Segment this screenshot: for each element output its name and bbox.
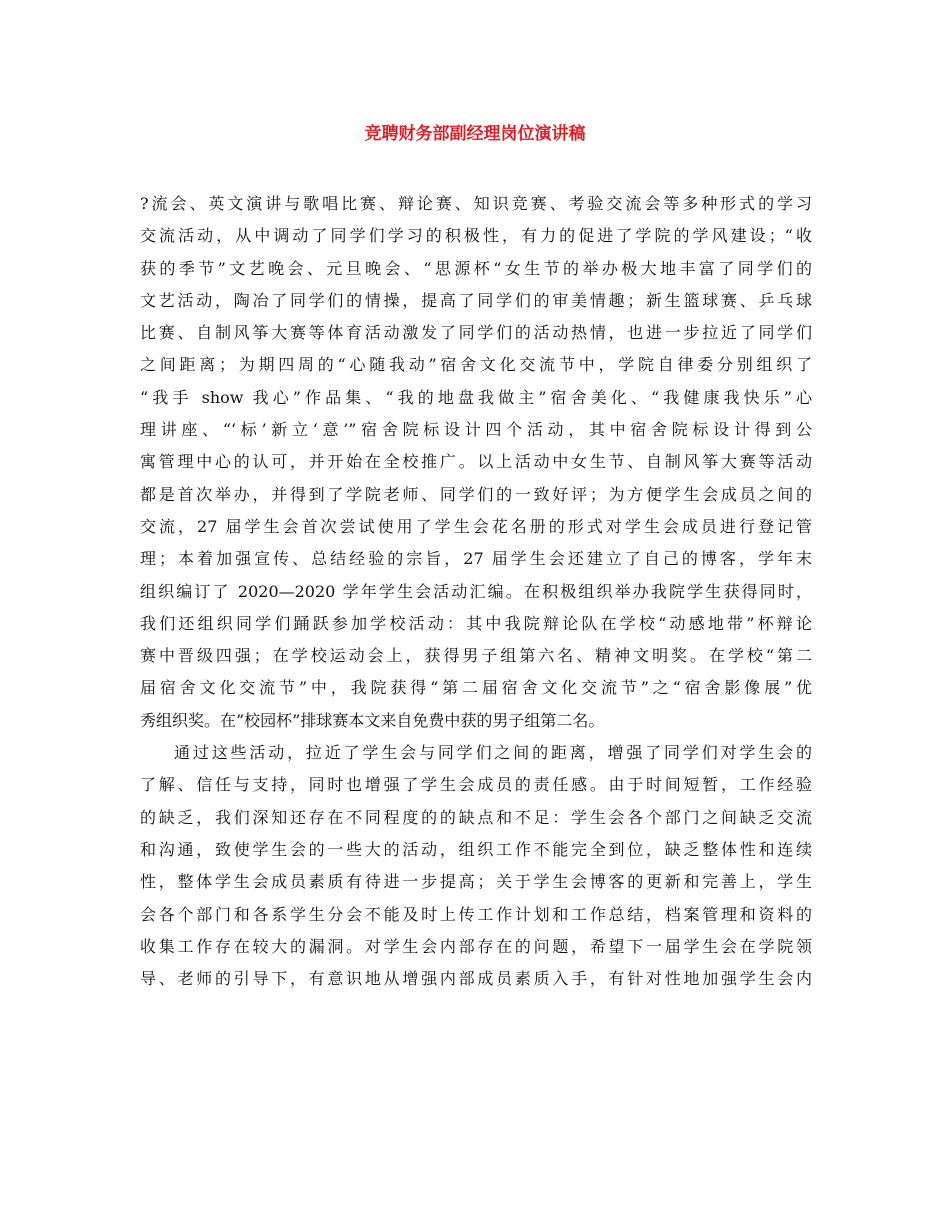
paragraph-line: 性，整体学生会成员素质有待进一步提高；关于学生会博客的更新和完善上，学生 bbox=[140, 872, 812, 892]
document-title: 竞聘财务部副经理岗位演讲稿 bbox=[364, 124, 586, 144]
paragraph-line: 的缺乏，我们深知还存在不同程度的的缺点和不足：学生会各个部门之间缺乏交流 bbox=[140, 807, 812, 827]
paragraph-line: 我们还组织同学们踊跃参加学校活动：其中我院辩论队在学校“动感地带”杯辩论 bbox=[140, 613, 812, 633]
paragraph bbox=[140, 188, 812, 737]
document-body bbox=[140, 188, 812, 995]
paragraph-line: 了解、信任与支持，同时也增强了学生会成员的责任感。由于时间短暂，工作经验 bbox=[140, 775, 812, 795]
paragraph-line: 比赛、自制风筝大赛等体育活动激发了同学们的活动热情，也进一步拉近了同学们 bbox=[140, 323, 812, 343]
paragraph-line: 交流活动，从中调动了同学们学习的积极性，有力的促进了学院的学风建设；“收 bbox=[140, 226, 812, 246]
paragraph-line: 会各个部门和各系学生分会不能及时上传工作计划和工作总结，档案管理和资料的 bbox=[140, 904, 812, 924]
paragraph-line: 赛中晋级四强；在学校运动会上，获得男子组第六名、精神文明奖。在学校“第二 bbox=[140, 646, 812, 666]
paragraph-line: 理讲座、“‘标’新立‘意’”宿舍院标设计四个活动，其中宿舍院标设计得到公 bbox=[140, 420, 812, 440]
paragraph-line: 获的季节”文艺晚会、元旦晚会、“思源杯“女生节的举办极大地丰富了同学们的 bbox=[140, 258, 812, 278]
paragraph-line: 收集工作存在较大的漏洞。对学生会内部存在的问题，希望下一届学生会在学院领 bbox=[140, 936, 812, 956]
paragraph-line: 组织编订了 2020—2020 学年学生会活动汇编。在积极组织举办我院学生获得同时， bbox=[140, 581, 812, 601]
paragraph-line: ?流会、英文演讲与歌唱比赛、辩论赛、知识竞赛、考验交流会等多种形式的学习 bbox=[140, 194, 812, 213]
paragraph-line: 和沟通，致使学生会的一些大的活动，组织工作不能完全到位，缺乏整体性和连续 bbox=[140, 839, 812, 859]
paragraph-line: 理；本着加强宣传、总结经验的宗旨，27 届学生会还建立了自己的博客，学年末 bbox=[140, 549, 812, 569]
paragraph-line: 文艺活动，陶冶了同学们的情操，提高了同学们的审美情趣；新生篮球赛、乒乓球 bbox=[140, 290, 812, 310]
paragraph-line: 寓管理中心的认可，并开始在全校推广。以上活动中女生节、自制风筝大赛等活动 bbox=[140, 452, 812, 472]
paragraph-line: 之间距离；为期四周的“心随我动”宿舍文化交流节中，学院自律委分别组织了 bbox=[140, 355, 812, 375]
paragraph-line: 届宿舍文化交流节”中，我院获得“第二届宿舍文化交流节”之“宿舍影像展”优 bbox=[140, 678, 812, 698]
paragraph-line: 都是首次举办，并得到了学院老师、同学们的一致好评；为方便学生会成员之间的 bbox=[140, 484, 812, 504]
paragraph bbox=[140, 737, 812, 995]
paragraph-line: 导、老师的引导下，有意识地从增强内部成员素质入手，有针对性地加强学生会内 bbox=[140, 969, 812, 989]
paragraph-line: 通过这些活动，拉近了学生会与同学们之间的距离，增强了同学们对学生会的 bbox=[174, 743, 812, 763]
paragraph-line: “我手 show 我心”作品集、“我的地盘我做主”宿舍美化、“我健康我快乐”心 bbox=[140, 387, 812, 407]
paragraph-line: 交流，27 届学生会首次尝试使用了学生会花名册的形式对学生会成员进行登记管 bbox=[140, 516, 812, 536]
paragraph-line: 秀组织奖。在”校园杯”排球赛本文来自免费中获的男子组第二名。 bbox=[140, 710, 605, 730]
